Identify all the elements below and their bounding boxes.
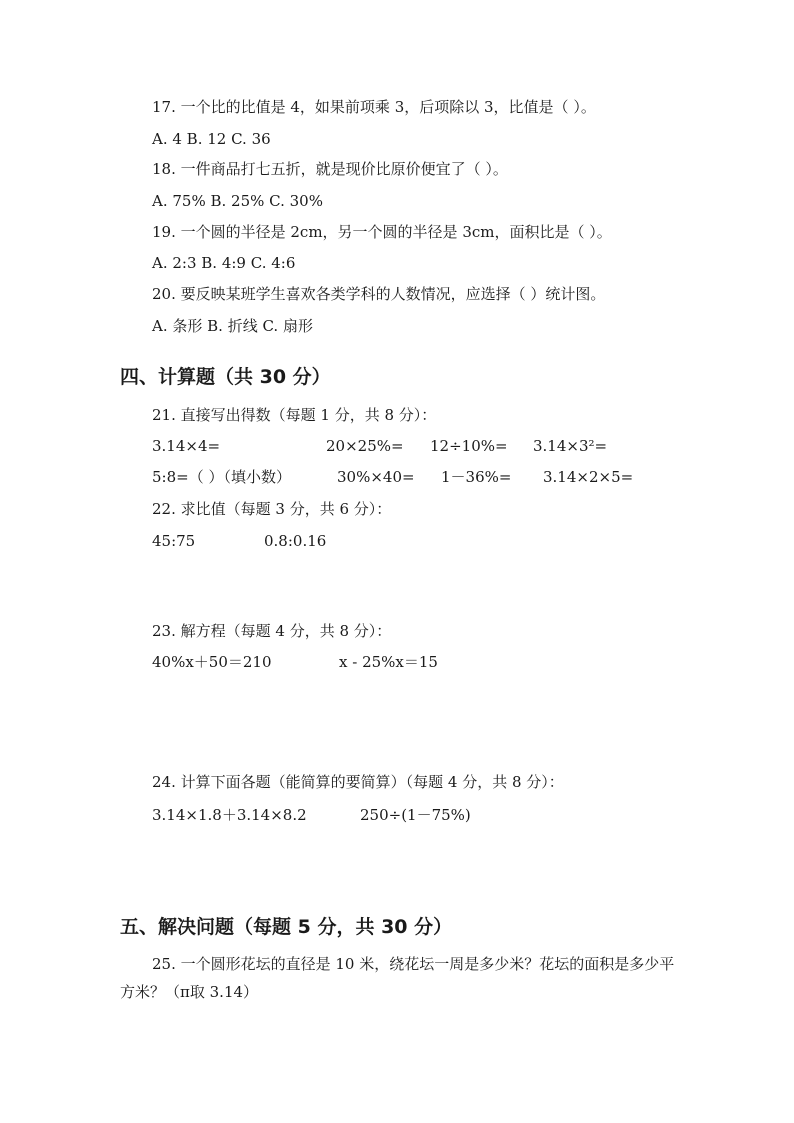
q21-item-1: 3.14×4= bbox=[152, 437, 221, 455]
question-22-stem: 22. 求比值（每题 3 分，共 6 分）： bbox=[152, 500, 392, 518]
question-19-stem: 19. 一个圆的半径是 2cm，另一个圆的半径是 3cm，面积比是（ ）。 bbox=[152, 223, 612, 241]
question-25-text: 25. 一个圆形花坛的直径是 10 米，绕花坛一周是多少米？花坛的面积是多少平方米？（π取 3.14） bbox=[120, 955, 675, 1001]
q24-item-1: 3.14×1.8＋3.14×8.2 bbox=[152, 806, 307, 824]
q23-item-1: 40%x＋50＝210 bbox=[152, 653, 272, 671]
q21-item-4: 3.14×3²= bbox=[533, 437, 608, 455]
q23-item-2: x - 25%x＝15 bbox=[339, 653, 438, 671]
question-20-options: A. 条形 B. 折线 C. 扇形 bbox=[152, 317, 313, 335]
question-18-options: A. 75% B. 25% C. 30% bbox=[152, 192, 323, 210]
q21-item-8: 3.14×2×5= bbox=[543, 468, 634, 486]
q22-item-1: 45:75 bbox=[152, 532, 196, 550]
section-4-title: 四、计算题（共 30 分） bbox=[120, 366, 331, 388]
q24-item-2: 250÷(1－75%) bbox=[360, 806, 471, 824]
q21-item-6: 30%×40= bbox=[337, 468, 415, 486]
q22-item-2: 0.8:0.16 bbox=[264, 532, 327, 550]
q21-item-7: 1－36%= bbox=[441, 468, 512, 486]
question-19-options: A. 2:3 B. 4:9 C. 4:6 bbox=[152, 254, 296, 272]
q21-item-2: 20×25%= bbox=[326, 437, 404, 455]
question-23-stem: 23. 解方程（每题 4 分，共 8 分）： bbox=[152, 622, 392, 640]
q21-item-3: 12÷10%= bbox=[430, 437, 508, 455]
q21-item-5: 5:8=（ ）（填小数） bbox=[152, 468, 291, 486]
question-21-stem: 21. 直接写出得数（每题 1 分，共 8 分）： bbox=[152, 406, 437, 424]
question-20-stem: 20. 要反映某班学生喜欢各类学科的人数情况，应选择（ ）统计图。 bbox=[152, 285, 606, 303]
section-5-title: 五、解决问题（每题 5 分，共 30 分） bbox=[120, 916, 453, 938]
question-17-options: A. 4 B. 12 C. 36 bbox=[152, 130, 271, 148]
question-18-stem: 18. 一件商品打七五折，就是现价比原价便宜了（ ）。 bbox=[152, 160, 508, 178]
question-17-stem: 17. 一个比的比值是 4，如果前项乘 3，后项除以 3，比值是（ ）。 bbox=[152, 98, 596, 116]
question-24-stem: 24. 计算下面各题（能简算的要简算）（每题 4 分，共 8 分）： bbox=[152, 773, 564, 791]
